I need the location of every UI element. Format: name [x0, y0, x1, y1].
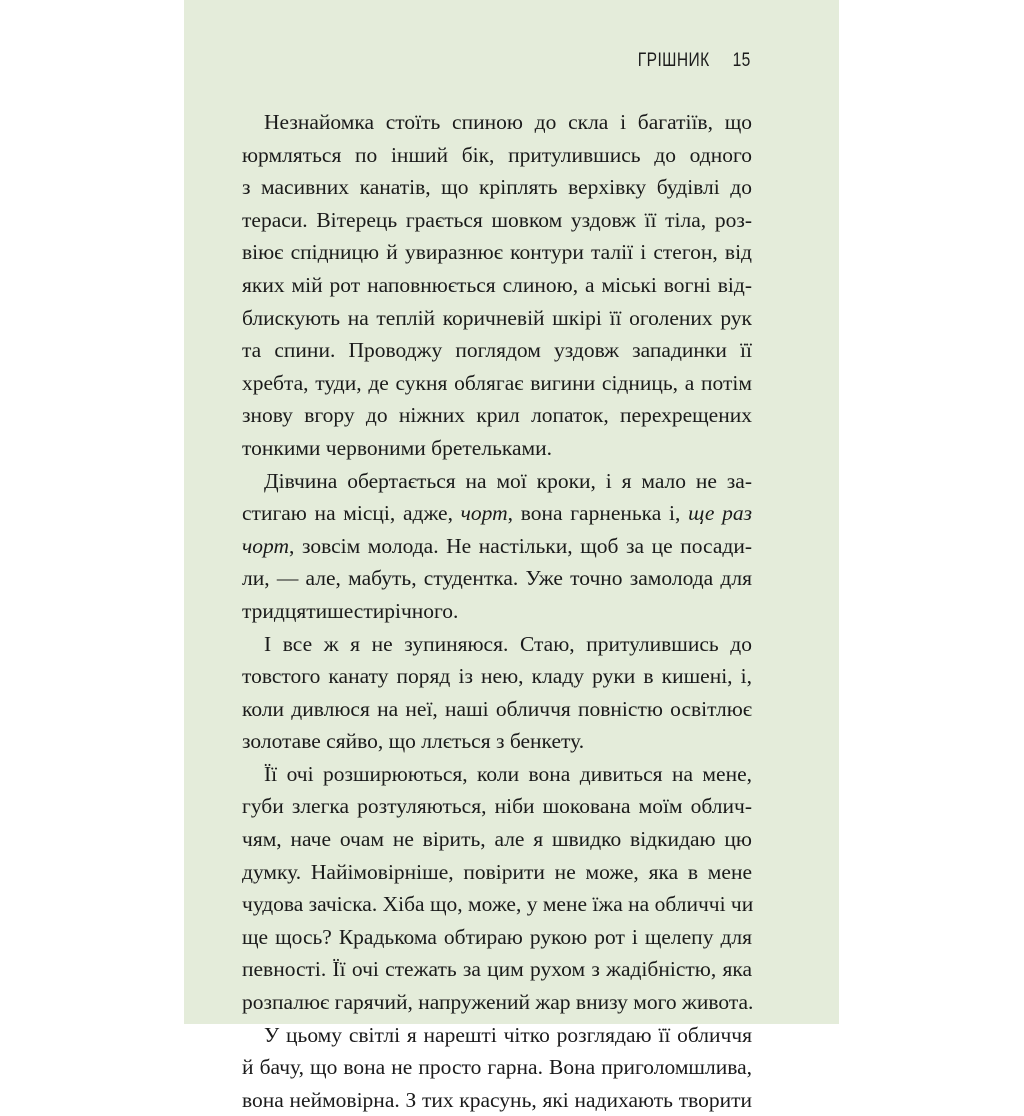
text-line: вона неймовірна. З тих красунь, які надихають творити — [242, 1087, 752, 1112]
text-run: стигаю на місці, адже, — [242, 501, 461, 526]
text-line: певності. Її очі стежать за цим рухом з жадібністю, яка — [242, 957, 752, 982]
emphasis: чорт — [460, 501, 508, 526]
text-line: Дівчина обертається на мої кроки, і я мало не за- — [264, 468, 752, 493]
book-page — [184, 0, 839, 1112]
text-line: та спини. Проводжу поглядом уздовж западинки її — [242, 338, 752, 363]
page-number: 15 — [732, 50, 751, 71]
text-line: знову вгору до ніжних крил лопаток, перехрещених — [242, 403, 752, 428]
text-line: блискують на теплій коричневій шкірі її оголених рук — [242, 305, 752, 330]
text-line: яких мій рот наповнюється слиною, а міські вогні від- — [242, 272, 752, 297]
text-line: розпалює гарячий, напружений жар внизу мого живота. — [242, 990, 754, 1015]
text-line: чям, наче очам не вірить, але я швидко відкидаю цю — [242, 827, 752, 852]
text-line: хребта, туди, де сукня облягає вигини сідниць, а потім — [242, 370, 752, 395]
paragraph — [242, 758, 752, 1019]
text-line: У цьому світлі я нарешті чітко розглядаю її обличчя — [264, 1022, 752, 1047]
text-line: тераси. Вітерець грається шовком уздовж її тіла, роз- — [242, 207, 752, 232]
text-line: коли дивлюся на неї, наші обличчя повністю освітлює — [242, 696, 752, 721]
chapter-title: ГРІШНИК — [638, 50, 710, 71]
paragraph — [242, 465, 752, 628]
text-line: Незнайомка стоїть спиною до скла і багатіїв, що — [264, 110, 752, 134]
text-line: золотаве сяйво, що ллється з бенкету. — [242, 729, 585, 754]
text-line: ще щось? Крадькома обтираю рукою рот і щелепу для — [242, 924, 752, 949]
emphasis: чорт — [242, 533, 289, 558]
text-line: тридцятишестирічного. — [242, 598, 459, 623]
running-head — [638, 50, 751, 72]
text-line: тонкими червоними бретельками. — [242, 435, 553, 460]
text-line — [242, 530, 752, 563]
paragraph — [242, 106, 752, 465]
text-line: віює спідницю й увиразнює контури талії і стегон, від — [242, 240, 752, 265]
emphasis: ще раз — [688, 501, 752, 526]
text-line: юрмляться по інший бік, притулившись до одного — [242, 142, 752, 167]
text-line: Її очі розширюються, коли вона дивиться на мене, — [264, 761, 752, 786]
paragraph — [242, 1019, 752, 1116]
text-line: І все ж я не зупиняюся. Стаю, притулившись до — [264, 631, 752, 656]
text-run: , зовсім молода. Не настільки, щоб за це посади- — [289, 533, 752, 558]
text-line: думку. Найімовірніше, повірити не може, яка в мене — [242, 859, 752, 884]
text-line: товстого канату поряд із нею, кладу руки в кишені, і, — [242, 664, 752, 689]
text-line: ли, — але, мабуть, студентка. Уже точно замолода для — [242, 566, 752, 591]
text-line: й бачу, що вона не просто гарна. Вона приголомшлива, — [242, 1055, 752, 1080]
text-line: з масивних канатів, що кріплять верхівку будівлі до — [242, 175, 752, 200]
text-line — [242, 497, 752, 530]
body-text — [242, 106, 752, 1116]
text-line: губи злегка розтуляються, ніби шокована моїм облич- — [242, 794, 752, 819]
paragraph — [242, 628, 752, 758]
text-line: чудова зачіска. Хіба що, може, у мене їжа на обличчі чи — [242, 892, 754, 917]
text-run: , вона гарненька і, — [507, 501, 689, 526]
